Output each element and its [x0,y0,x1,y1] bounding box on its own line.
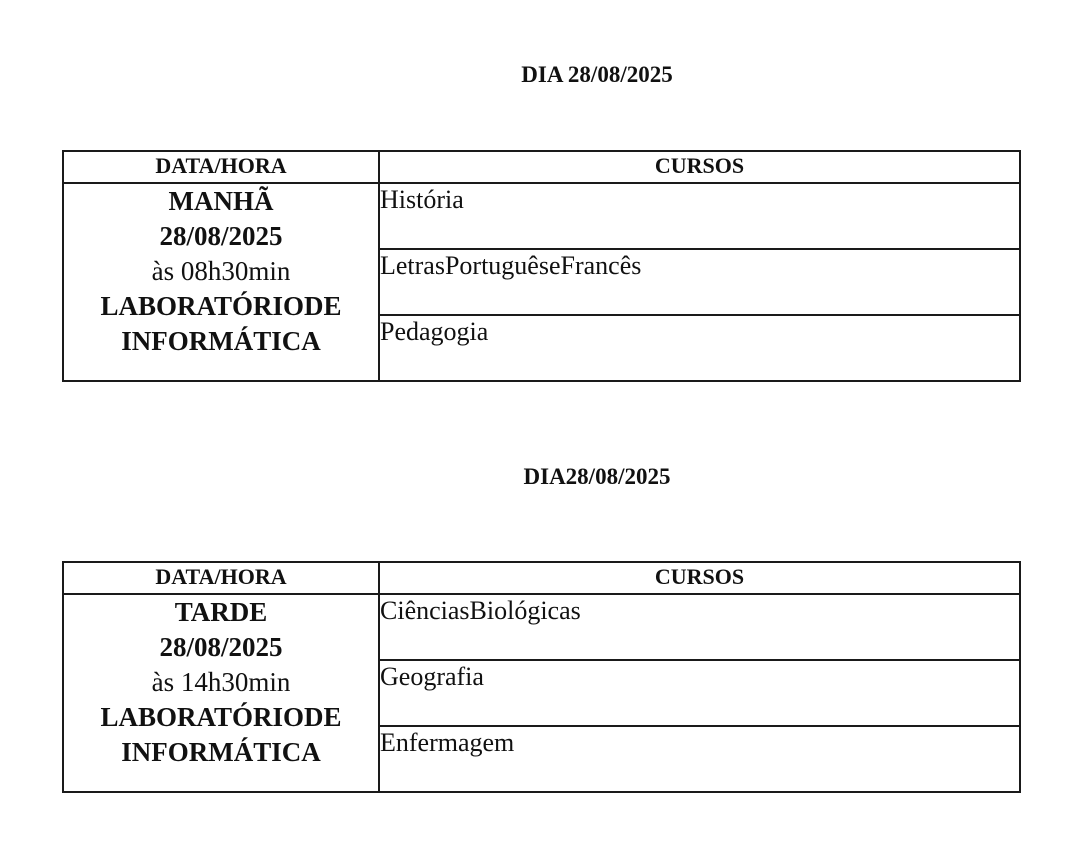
session-info-cell [63,183,379,381]
afternoon-day-title: DIA28/08/2025 [523,464,671,489]
course-cell: Enfermagem [379,726,1020,792]
datetime-header: DATA/HORA [63,562,379,594]
course-cell: História [379,183,1020,249]
table-header-row [63,151,1020,183]
courses-header: CURSOS [379,562,1020,594]
courses-header: CURSOS [379,151,1020,183]
course-cell: LetrasPortuguêseFrancês [379,249,1020,315]
session-time: às 14h30min [151,667,291,697]
period-label: TARDE [174,597,268,627]
course-cell: CiênciasBiológicas [379,594,1020,660]
session-time: às 08h30min [151,256,291,286]
session-info-cell [63,594,379,792]
afternoon-schedule-table [62,561,1021,793]
datetime-header: DATA/HORA [63,151,379,183]
table-header-row [63,562,1020,594]
session-place-line2: INFORMÁTICA [121,326,321,356]
session-date: 28/08/2025 [159,221,283,251]
table-row [63,594,1020,660]
morning-day-title: DIA 28/08/2025 [521,62,673,87]
period-label: MANHÃ [168,186,274,216]
morning-schedule-table [62,150,1021,382]
session-place-line2: INFORMÁTICA [121,737,321,767]
table-row [63,183,1020,249]
course-cell: Pedagogia [379,315,1020,381]
session-place-line1: LABORATÓRIODE [100,291,342,321]
session-date: 28/08/2025 [159,632,283,662]
session-place-line1: LABORATÓRIODE [100,702,342,732]
course-cell: Geografia [379,660,1020,726]
